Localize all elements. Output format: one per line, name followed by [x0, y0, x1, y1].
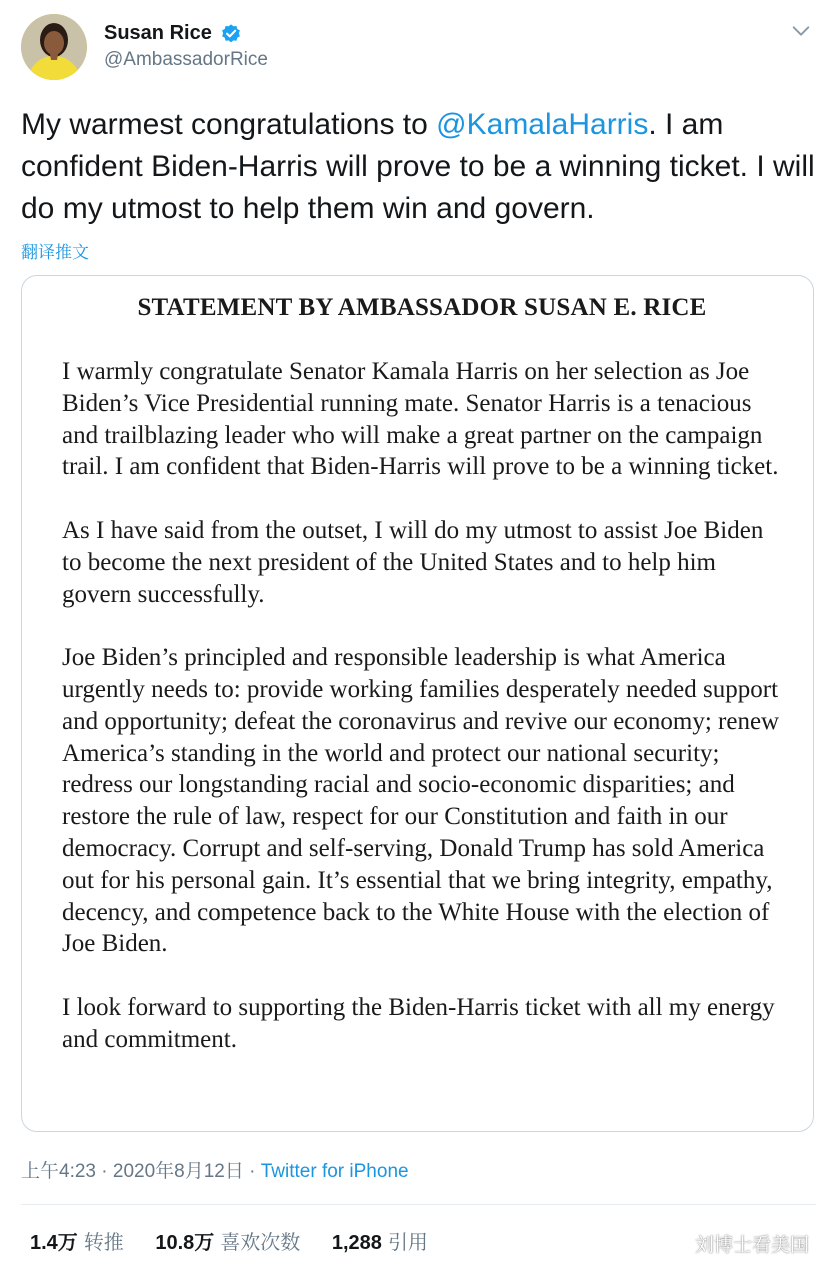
- author-block: [104, 22, 268, 71]
- tweet-text: [21, 104, 816, 230]
- tweet-text-before: My warmest congratulations to: [21, 108, 437, 141]
- meta-separator-2: ·: [243, 1161, 261, 1182]
- meta-separator-1: ·: [95, 1161, 113, 1182]
- retweets-stat[interactable]: [30, 1226, 124, 1255]
- divider: [21, 1204, 816, 1205]
- display-name[interactable]: Susan Rice: [104, 22, 212, 44]
- statement-paragraph-1: I warmly congratulate Senator Kamala Harris on her selection as Joe Biden’s Vice Presidential running mate. Senator Harris is a tenacious and trailblazing leader who will make a great partner on the campaign trail. I am confident that Biden-Harris will prove to be a winning ticket.: [62, 358, 779, 481]
- statement-paragraph-4: I look forward to supporting the Biden-Harris ticket with all my energy and commitment.: [62, 993, 775, 1053]
- quotes-label: 引用: [387, 1232, 428, 1254]
- quotes-stat[interactable]: [332, 1226, 428, 1255]
- author-handle[interactable]: @AmbassadorRice: [104, 49, 268, 70]
- statement-document: [62, 294, 782, 1087]
- tweet-date[interactable]: 2020年8月12日: [112, 1161, 244, 1182]
- retweets-count: 1.4万: [30, 1232, 78, 1254]
- tweet-header: [21, 14, 816, 82]
- mention-link[interactable]: @KamalaHarris: [436, 108, 649, 141]
- statement-paragraph-3: Joe Biden’s principled and responsible leadership is what America urgently needs to: provide working families desperately needed support and opportunity; defeat the coronavirus and revive our economy; renew America’s standing in the world and protect our national security; redress our longstanding racial and socio-economic disparities; and restore the rule of law, respect for our Constitution and faith in our democracy. Corrupt and self-serving, Donald Trump has sold America out for his personal gain. It’s essential that we bring integrity, empathy, decency, and competence back to the White House with the election of Joe Biden.: [62, 644, 780, 958]
- likes-stat[interactable]: [155, 1226, 300, 1255]
- tweet-text-after: . I am confident Biden-Harris will prove to be a winning ticket. I will do my utmost to help them win and govern.: [21, 108, 815, 225]
- engagement-stats: [30, 1226, 454, 1255]
- retweets-label: 转推: [83, 1232, 124, 1254]
- watermark: 刘博士看美国: [694, 1235, 809, 1256]
- translate-tweet-link[interactable]: 翻译推文: [21, 243, 89, 262]
- verified-badge-icon: [220, 23, 242, 45]
- avatar[interactable]: [21, 14, 87, 80]
- statement-title: STATEMENT BY AMBASSADOR SUSAN E. RICE: [137, 294, 707, 321]
- likes-label: 喜欢次数: [220, 1232, 301, 1254]
- likes-count: 10.8万: [155, 1232, 215, 1254]
- attached-image[interactable]: [21, 275, 814, 1132]
- quotes-count: 1,288: [331, 1232, 382, 1254]
- tweet-meta: [21, 1156, 409, 1183]
- statement-paragraph-2: As I have said from the outset, I will do my utmost to assist Joe Biden to become the next president of the United States and to help him govern successfully.: [62, 516, 764, 608]
- avatar-image: [21, 14, 87, 80]
- tweet-time[interactable]: 上午4:23: [21, 1161, 96, 1182]
- tweet-source-link[interactable]: Twitter for iPhone: [260, 1161, 409, 1182]
- chevron-down-icon[interactable]: [790, 20, 812, 42]
